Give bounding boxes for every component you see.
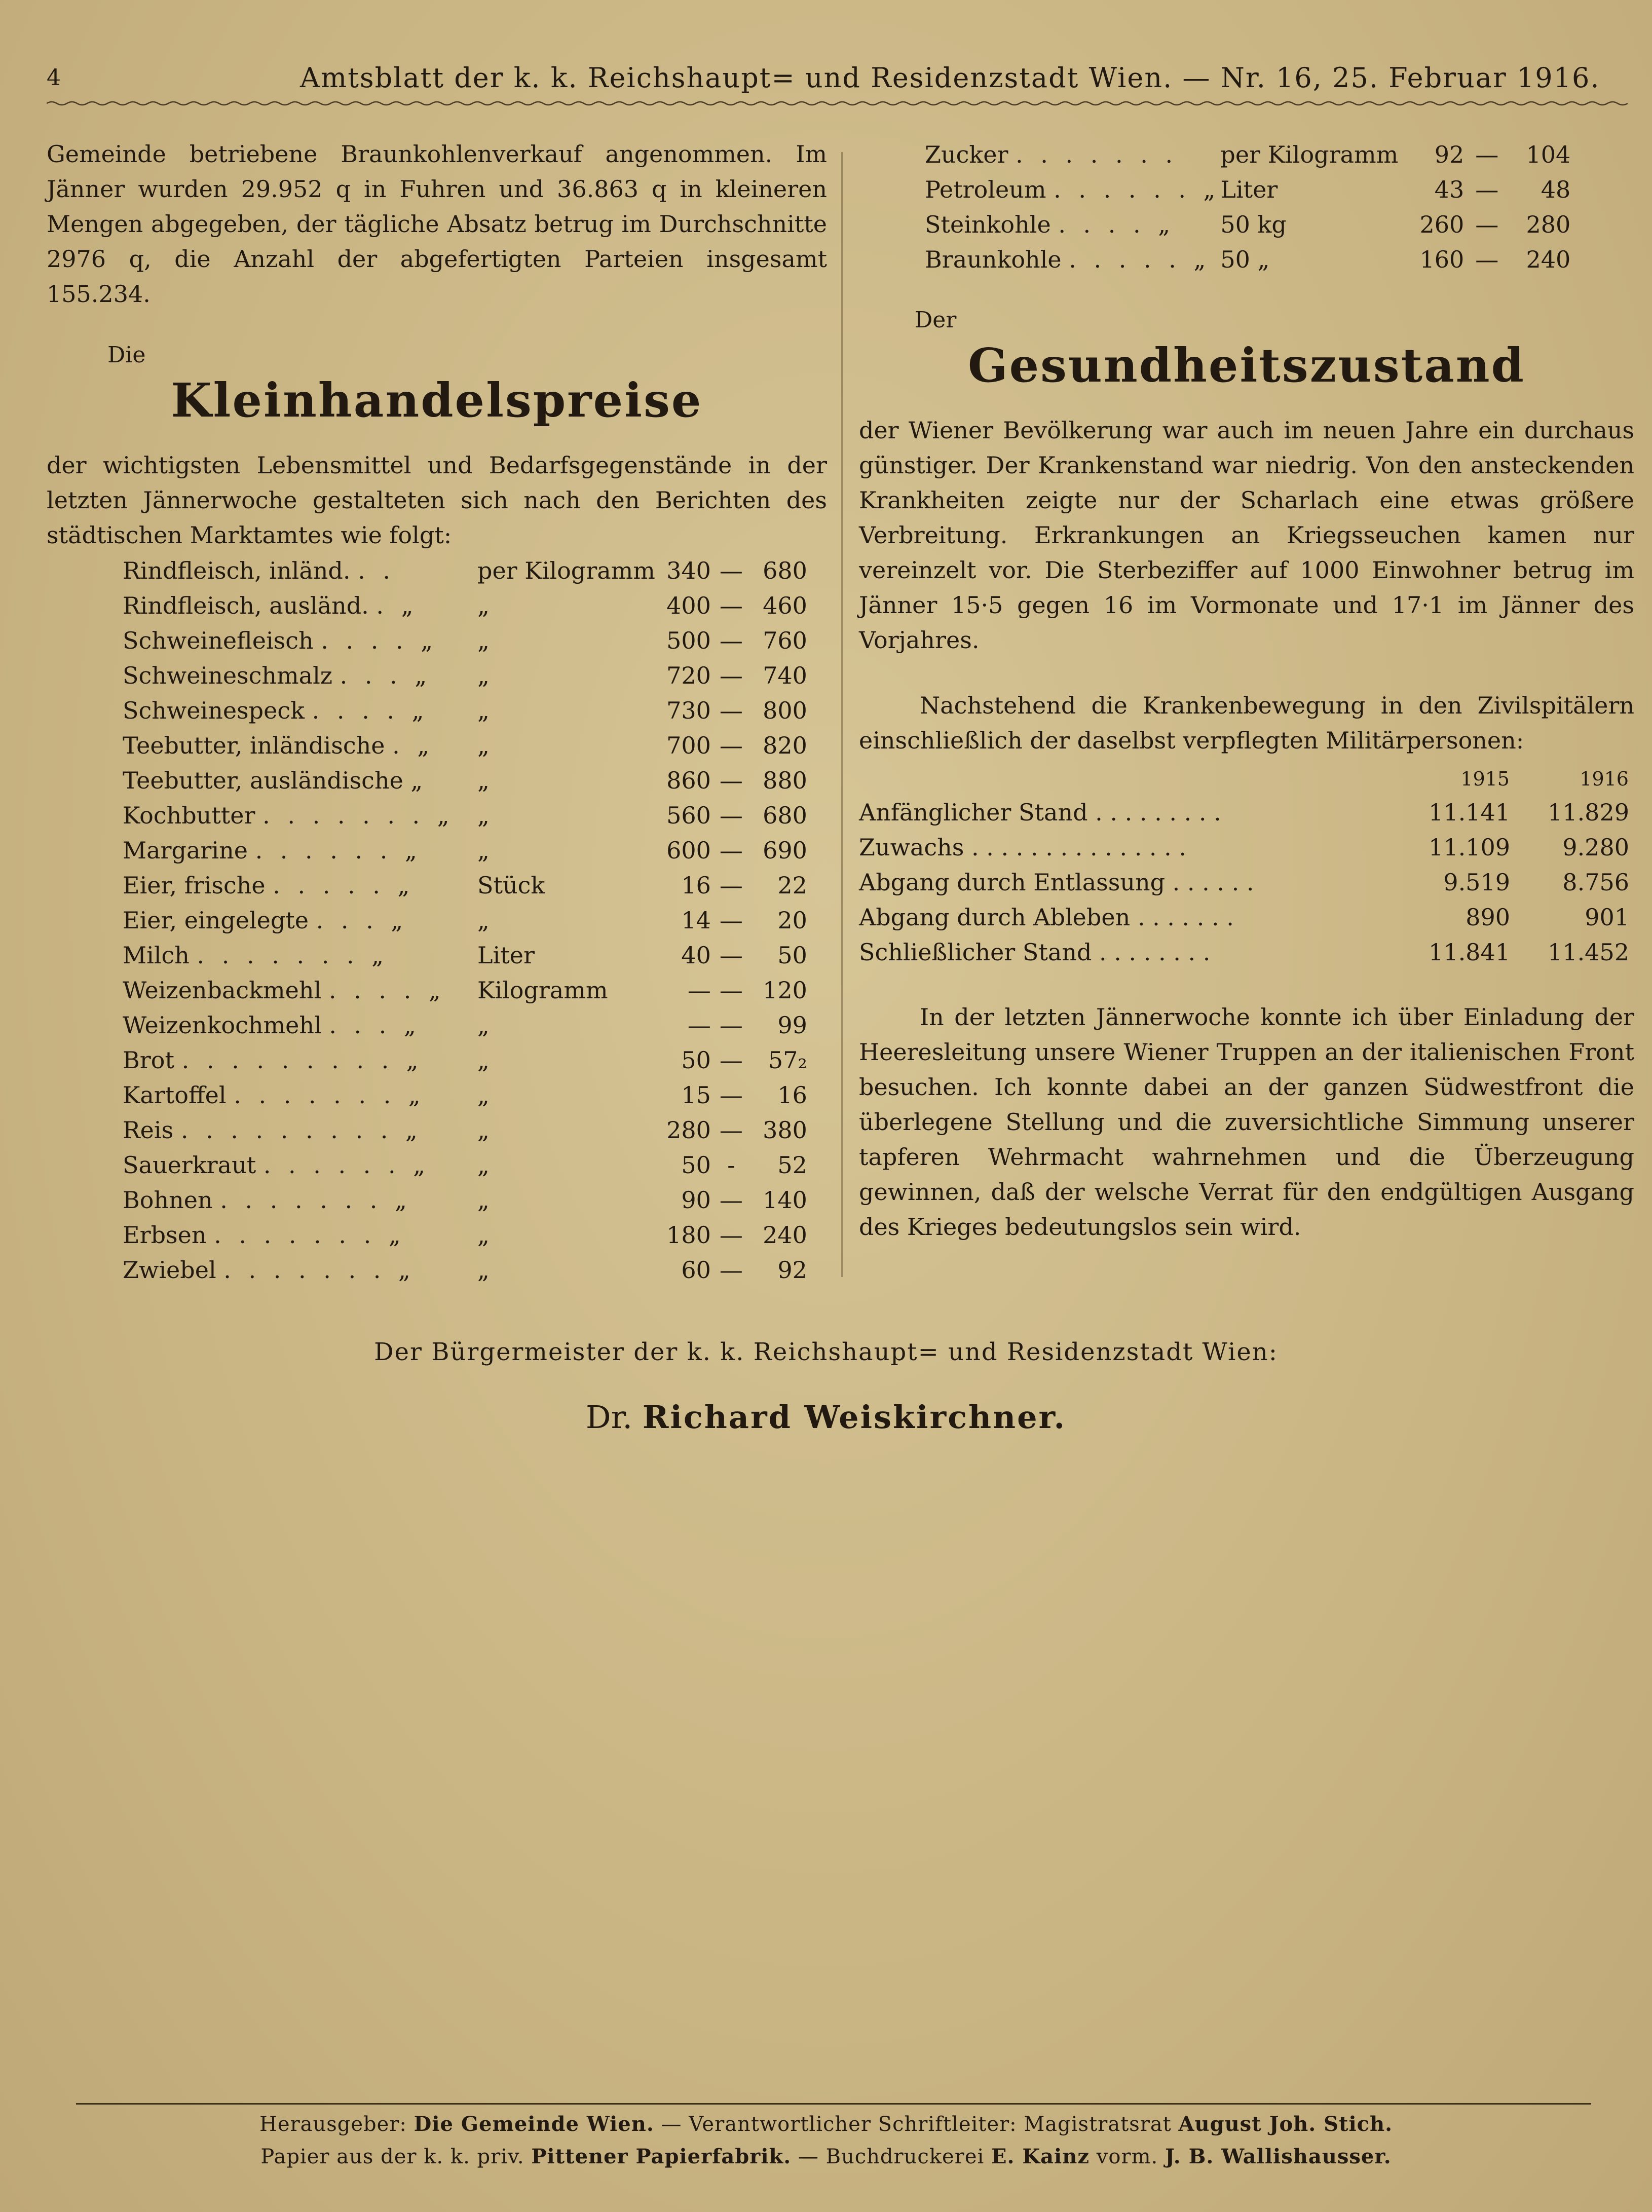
fuel-row-leader-dots: . . . . . „ <box>1069 245 1211 273</box>
price-row-high: 20 <box>777 906 807 934</box>
page-number: 4 <box>47 65 61 91</box>
fuel-row-item-label: Petroleum <box>925 175 1046 203</box>
price-row-item-label: Rindfleisch, inländ. <box>123 556 351 584</box>
stats-row-label: Zuwachs . . . . . . . . . . . . . . . <box>859 833 1187 861</box>
price-row-dash: — <box>719 1186 743 1214</box>
price-row-leader-dots: . . . . . . . „ <box>223 1256 416 1284</box>
price-row-item-label: Teebutter, ausländische <box>123 766 403 794</box>
price-row-unit: „ <box>477 766 490 794</box>
stats-row-1915: 11.841 <box>1429 938 1510 966</box>
mayor-signature <box>0 1399 1652 1436</box>
stats-row <box>859 934 1629 969</box>
section-lead-der: Der <box>915 307 957 333</box>
price-row-unit: „ <box>477 1046 490 1074</box>
hospital-stats-table <box>859 763 1629 969</box>
fuel-row-leader-dots: . . . . . . „ <box>1054 175 1221 203</box>
fuel-row-high: 48 <box>1541 175 1571 203</box>
footer-printer: E. Kainz <box>991 2145 1090 2168</box>
fuel-row-dash: — <box>1475 140 1499 168</box>
price-row-item-label: Schweinefleisch <box>123 626 314 654</box>
price-row-low: 60 <box>681 1256 711 1284</box>
price-row <box>47 588 807 623</box>
fuel-row-dash: — <box>1475 245 1499 273</box>
stats-header-row <box>859 763 1629 795</box>
footer-editor: August Joh. Stich. <box>1178 2112 1393 2136</box>
price-row-unit: „ <box>477 1256 490 1284</box>
price-row-leader-dots: . . . . . . „ <box>263 1151 431 1179</box>
price-row-item-label: Erbsen <box>123 1221 207 1249</box>
fuel-row <box>859 137 1570 172</box>
stats-header-1915: 1915 <box>1460 768 1510 790</box>
price-row-low: — <box>687 1011 711 1039</box>
price-row-low: 400 <box>666 591 711 619</box>
mayor-name: Richard Weiskirchner. <box>642 1399 1067 1436</box>
price-row-low: 560 <box>666 801 711 829</box>
price-row <box>47 553 807 588</box>
price-row-low: 500 <box>666 626 711 654</box>
footer-formerly: vorm. <box>1096 2145 1158 2168</box>
price-row-unit: „ <box>477 661 490 689</box>
price-row-item-label: Schweinespeck <box>123 696 305 724</box>
price-row-dash: — <box>719 696 743 724</box>
price-row <box>47 1042 807 1077</box>
stats-header-blank <box>859 763 1391 795</box>
footer-printer-label: — Buchdruckerei <box>798 2145 985 2168</box>
price-row-unit: Liter <box>477 941 535 969</box>
price-row-unit: „ <box>477 1011 490 1039</box>
price-row-leader-dots: . „ <box>376 591 419 619</box>
price-row-item-label: Reis <box>123 1116 174 1144</box>
left-column <box>47 137 827 1287</box>
price-row <box>47 798 807 833</box>
price-row-item <box>47 763 477 798</box>
price-row-item <box>47 1077 477 1112</box>
price-row-dash: — <box>719 1256 743 1284</box>
price-row-unit: „ <box>477 836 490 864</box>
price-row-dash: — <box>719 591 743 619</box>
footer-publisher: Die Gemeinde Wien. <box>414 2112 654 2136</box>
price-row-leader-dots: . . . . . . . . . „ <box>180 1116 423 1144</box>
header-wavy-rule <box>47 99 1628 107</box>
price-row-high: 52 <box>777 1151 807 1179</box>
price-row-item <box>47 938 477 972</box>
health-paragraph: der Wiener Bevölkerung war auch im neuen Jahre ein durchaus günstiger. Der Krankenstand war niedrig. Von den ansteckenden Krankheiten zeigte nur der Scharlach eine etwas größere Verbreitung. Erkrankungen an Kriegsseuchen kamen nur vereinzelt vor. Die Sterbeziffer auf 1000 Einwohner betrug im Jänner 15·5 gegen 16 im Vormonate und 17·1 im Jänner des Vorjahres. <box>859 417 1634 654</box>
price-row <box>47 903 807 938</box>
price-row-item-label: Eier, frische <box>123 871 266 899</box>
stats-row-1915: 11.109 <box>1429 833 1510 861</box>
price-row-item-label: Milch <box>123 941 190 969</box>
price-row-item <box>47 1182 477 1217</box>
price-row-high: 800 <box>763 696 807 724</box>
footer-line-1 <box>0 2112 1652 2136</box>
price-row-high: 690 <box>763 836 807 864</box>
price-row-low: 15 <box>681 1081 711 1109</box>
mayor-line: Der Bürgermeister der k. k. Reichshaupt= und Residenzstadt Wien: <box>374 1338 1278 1366</box>
mayor-title: Dr. <box>585 1399 633 1436</box>
fuel-row <box>859 172 1570 207</box>
price-row-dash: — <box>719 906 743 934</box>
price-row-leader-dots: . . . . . . . „ <box>234 1081 426 1109</box>
footer-line-2 <box>0 2145 1652 2168</box>
price-row-dash: — <box>719 871 743 899</box>
price-row-low: 600 <box>666 836 711 864</box>
price-row-dash: — <box>719 1116 743 1144</box>
price-row-unit: per Kilogramm <box>477 556 655 584</box>
price-row-item-label: Bohnen <box>123 1186 213 1214</box>
footer-editor-label: — Verantwortlicher Schriftleiter: Magistratsrat <box>661 2113 1172 2136</box>
price-row-leader-dots: . . <box>358 556 395 584</box>
price-row-dash: — <box>719 941 743 969</box>
price-row <box>47 763 807 798</box>
price-row <box>47 658 807 693</box>
price-row-high: 92 <box>777 1256 807 1284</box>
price-row-unit: „ <box>477 731 490 759</box>
price-row-item-label: Eier, eingelegte <box>123 906 309 934</box>
price-row-unit: „ <box>477 1151 490 1179</box>
header-title: Amtsblatt der k. k. Reichshaupt= und Residenzstadt Wien. — Nr. 16, 25. Februar 1916. <box>300 62 1600 94</box>
fuel-row-high: 240 <box>1526 245 1571 273</box>
price-row-high: 140 <box>763 1186 807 1214</box>
price-row-item-label: Rindfleisch, ausländ. <box>123 591 369 619</box>
price-row-high: 460 <box>763 591 807 619</box>
price-row-high: 760 <box>763 626 807 654</box>
price-row-item-label: Weizenbackmehl <box>123 976 322 1004</box>
section-heading-gesundheitszustand: Gesundheitszustand <box>968 338 1525 393</box>
price-row-leader-dots: . . . „ <box>340 661 432 689</box>
column-divider <box>841 152 843 1277</box>
stats-row <box>859 830 1629 865</box>
fuel-row-high: 280 <box>1526 210 1571 238</box>
fuel-row-dash: — <box>1475 210 1499 238</box>
price-row-unit: „ <box>477 1116 490 1144</box>
price-row-item <box>47 693 477 728</box>
fuel-row-unit: Liter <box>1220 175 1278 203</box>
price-row-dash: — <box>719 1081 743 1109</box>
hospital-intro-paragraph: Nachstehend die Krankenbewegung in den Zivilspitälern einschließlich der daselbst verpflegten Militärpersonen: <box>859 692 1634 754</box>
fuel-row-item-label: Braunkohle <box>925 245 1062 273</box>
price-row-item-label: Teebutter, inländische <box>123 731 385 759</box>
price-row <box>47 868 807 903</box>
stats-row <box>859 899 1629 934</box>
fuel-row-low: 92 <box>1434 140 1465 168</box>
price-row-item-label: Zwiebel <box>123 1256 216 1284</box>
price-row <box>47 1182 807 1217</box>
price-row-leader-dots: . . . . „ <box>321 626 438 654</box>
price-row-unit: „ <box>477 801 490 829</box>
price-row-leader-dots: . . . „ <box>316 906 408 934</box>
price-row-dash: — <box>719 1011 743 1039</box>
price-row-unit: Stück <box>477 871 545 899</box>
price-row-leader-dots: „ <box>410 766 428 794</box>
price-row <box>47 623 807 658</box>
price-row <box>47 1112 807 1147</box>
price-row <box>47 1077 807 1112</box>
price-row-leader-dots: . . . . . . . . . „ <box>181 1046 424 1074</box>
price-row-dash: — <box>719 836 743 864</box>
price-row-high: 740 <box>763 661 807 689</box>
price-row-high: 380 <box>763 1116 807 1144</box>
price-row-item <box>47 972 477 1007</box>
right-column <box>859 137 1634 1245</box>
price-row-dash: — <box>719 731 743 759</box>
price-row-low: 340 <box>666 556 711 584</box>
fuel-row-high: 104 <box>1526 140 1571 168</box>
fuel-row-item <box>859 172 1220 207</box>
fuel-row-unit: 50 „ <box>1220 245 1270 273</box>
price-row-item <box>47 728 477 763</box>
price-row-item <box>47 623 477 658</box>
fuel-row-low: 160 <box>1419 245 1465 273</box>
price-row-item <box>47 903 477 938</box>
price-row <box>47 938 807 972</box>
price-row-unit: „ <box>477 591 490 619</box>
price-row-low: 180 <box>666 1221 711 1249</box>
stats-row-label: Abgang durch Ableben . . . . . . . <box>859 903 1234 931</box>
fuel-row-low: 43 <box>1434 175 1465 203</box>
footer-printer-former: J. B. Wallishausser. <box>1165 2145 1392 2168</box>
stats-row-label: Abgang durch Entlassung . . . . . . <box>859 868 1254 896</box>
fuel-row-dash: — <box>1475 175 1499 203</box>
price-row-item <box>47 868 477 903</box>
intro-paragraph: Gemeinde betriebene Braunkohlenverkauf angenommen. Im Jänner wurden 29.952 q in Fuhren und 36.863 q in kleineren Mengen abgegeben, der tägliche Absatz betrug im Durchschnitte 2976 q, die Anzahl der abgefertigten Parteien insgesamt 155.234. <box>47 140 827 308</box>
price-row-item <box>47 1217 477 1252</box>
stats-row-1916: 11.829 <box>1548 798 1629 826</box>
price-row-high: 120 <box>763 976 807 1004</box>
price-row-high: 680 <box>763 556 807 584</box>
stats-row-1916: 11.452 <box>1548 938 1629 966</box>
fuel-row-item <box>859 207 1220 242</box>
price-row-unit: „ <box>477 1081 490 1109</box>
price-row-dash: — <box>719 801 743 829</box>
price-row-item-label: Margarine <box>123 836 248 864</box>
price-row-item <box>47 1007 477 1042</box>
price-row-leader-dots: . . . . „ <box>328 976 446 1004</box>
stats-row <box>859 795 1629 830</box>
price-row-item <box>47 1147 477 1182</box>
price-row-unit: „ <box>477 696 490 724</box>
footer-paper-mill: Pittener Papierfabrik. <box>531 2145 792 2168</box>
price-row-item <box>47 1112 477 1147</box>
price-row <box>47 972 807 1007</box>
price-row <box>47 1217 807 1252</box>
price-row-high: 50 <box>777 941 807 969</box>
front-visit-paragraph: In der letzten Jännerwoche konnte ich über Einladung der Heeresleitung unsere Wiener Truppen an der italienischen Front besuchen. Ich konnte dabei an der ganzen Südwestfront die überlegene Stellung und die zuversichtliche Simmung unserer tapferen Wehrmacht wahrnehmen und die Überzeugung gewinnen, daß der welsche Verrat für den endgültigen Ausgang des Krieges bedeutungslos sein wird. <box>859 1003 1634 1241</box>
price-row-low: 730 <box>666 696 711 724</box>
price-row <box>47 728 807 763</box>
price-row-dash: - <box>727 1151 735 1179</box>
price-row-dash: — <box>719 661 743 689</box>
price-row-low: 860 <box>666 766 711 794</box>
price-row <box>47 1147 807 1182</box>
price-row-high: 16 <box>777 1081 807 1109</box>
price-row-dash: — <box>719 1221 743 1249</box>
price-row-item <box>47 798 477 833</box>
price-row-unit: „ <box>477 626 490 654</box>
price-row-unit: Kilogramm <box>477 976 608 1004</box>
price-row-leader-dots: . . . . . . . „ <box>197 941 389 969</box>
price-row-high: 820 <box>763 731 807 759</box>
prices-intro-paragraph: der wichtigsten Lebensmittel und Bedarfsgegenstände in der letzten Jännerwoche gestalteten sich nach den Berichten des städtischen Marktamtes wie folgt: <box>47 452 827 549</box>
price-row-low: 40 <box>681 941 711 969</box>
price-row-item-label: Sauerkraut <box>123 1151 256 1179</box>
price-row-low: 90 <box>681 1186 711 1214</box>
stats-row-1915: 890 <box>1466 903 1510 931</box>
price-row-low: 280 <box>666 1116 711 1144</box>
price-row-low: 14 <box>681 906 711 934</box>
page-header <box>47 60 1600 95</box>
price-row-high: 99 <box>777 1011 807 1039</box>
price-row-leader-dots: . . . . . „ <box>273 871 415 899</box>
fuel-row-item-label: Zucker <box>925 140 1008 168</box>
price-row-item-label: Weizenkochmehl <box>123 1011 322 1039</box>
price-row-item <box>47 658 477 693</box>
price-row-unit: „ <box>477 1186 490 1214</box>
price-row-leader-dots: . . . „ <box>329 1011 421 1039</box>
fuel-prices-table <box>859 137 1570 277</box>
price-row-high: 240 <box>763 1221 807 1249</box>
price-row-leader-dots: . „ <box>392 731 435 759</box>
price-row-unit: „ <box>477 1221 490 1249</box>
fuel-row-item-label: Steinkohle <box>925 210 1051 238</box>
price-row-item <box>47 588 477 623</box>
footer-publisher-label: Herausgeber: <box>259 2113 407 2136</box>
section-lead-die: Die <box>107 342 146 368</box>
price-row-high: 22 <box>777 871 807 899</box>
stats-row-1916: 901 <box>1585 903 1629 931</box>
stats-row-1915: 11.141 <box>1429 798 1510 826</box>
stats-row-1916: 9.280 <box>1562 833 1629 861</box>
price-row-item <box>47 1252 477 1287</box>
price-row-high: 880 <box>763 766 807 794</box>
price-row-dash: — <box>719 976 743 1004</box>
price-row-dash: — <box>719 626 743 654</box>
price-row-item-label: Brot <box>123 1046 174 1074</box>
stats-row-1915: 9.519 <box>1443 868 1510 896</box>
price-row-dash: — <box>719 1046 743 1074</box>
price-row-low: 50 <box>681 1151 711 1179</box>
price-row-leader-dots: . . . . „ <box>312 696 429 724</box>
section-heading-kleinhandelspreise: Kleinhandelspreise <box>171 373 703 428</box>
fuel-row-leader-dots: . . . . . . . <box>1016 140 1178 168</box>
stats-row-label: Schließlicher Stand . . . . . . . . <box>859 938 1211 966</box>
price-row-item-label: Kartoffel <box>123 1081 227 1109</box>
stats-row-1916: 8.756 <box>1562 868 1629 896</box>
fuel-row <box>859 242 1570 277</box>
price-row-unit: „ <box>477 906 490 934</box>
price-row-item <box>47 833 477 868</box>
price-row-low: 700 <box>666 731 711 759</box>
price-row-dash: — <box>719 766 743 794</box>
price-row-leader-dots: . . . . . . . „ <box>220 1186 412 1214</box>
price-row-leader-dots: . . . . . . . „ <box>262 801 455 829</box>
price-row-low: — <box>687 976 711 1004</box>
price-row-high: 680 <box>763 801 807 829</box>
price-row <box>47 1007 807 1042</box>
stats-header-1916: 1916 <box>1580 768 1629 790</box>
fuel-row-unit: 50 kg <box>1220 210 1287 238</box>
fuel-row-item <box>859 242 1220 277</box>
fuel-row-item <box>859 137 1220 172</box>
price-row-dash: — <box>719 556 743 584</box>
price-row-item-label: Schweineschmalz <box>123 661 333 689</box>
prices-table <box>47 553 807 1287</box>
price-row-leader-dots: . . . . . . . „ <box>214 1221 406 1249</box>
price-row-low: 50 <box>681 1046 711 1074</box>
price-row-leader-dots: . . . . . . „ <box>255 836 422 864</box>
footer-rule <box>76 2103 1591 2105</box>
price-row-item <box>47 553 477 588</box>
price-row-item-label: Kochbutter <box>123 801 255 829</box>
price-row <box>47 1252 807 1287</box>
price-row <box>47 693 807 728</box>
price-row-high: 57₂ <box>768 1046 807 1074</box>
price-row-item <box>47 1042 477 1077</box>
price-row-low: 16 <box>681 871 711 899</box>
fuel-row <box>859 207 1570 242</box>
fuel-row-low: 260 <box>1419 210 1465 238</box>
stats-row <box>859 865 1629 899</box>
fuel-row-leader-dots: . . . . „ <box>1058 210 1176 238</box>
price-row-low: 720 <box>666 661 711 689</box>
fuel-row-unit: per Kilogramm <box>1220 140 1399 168</box>
price-row <box>47 833 807 868</box>
stats-row-label: Anfänglicher Stand . . . . . . . . . <box>859 798 1221 826</box>
footer-paper-label: Papier aus der k. k. priv. <box>260 2145 524 2168</box>
